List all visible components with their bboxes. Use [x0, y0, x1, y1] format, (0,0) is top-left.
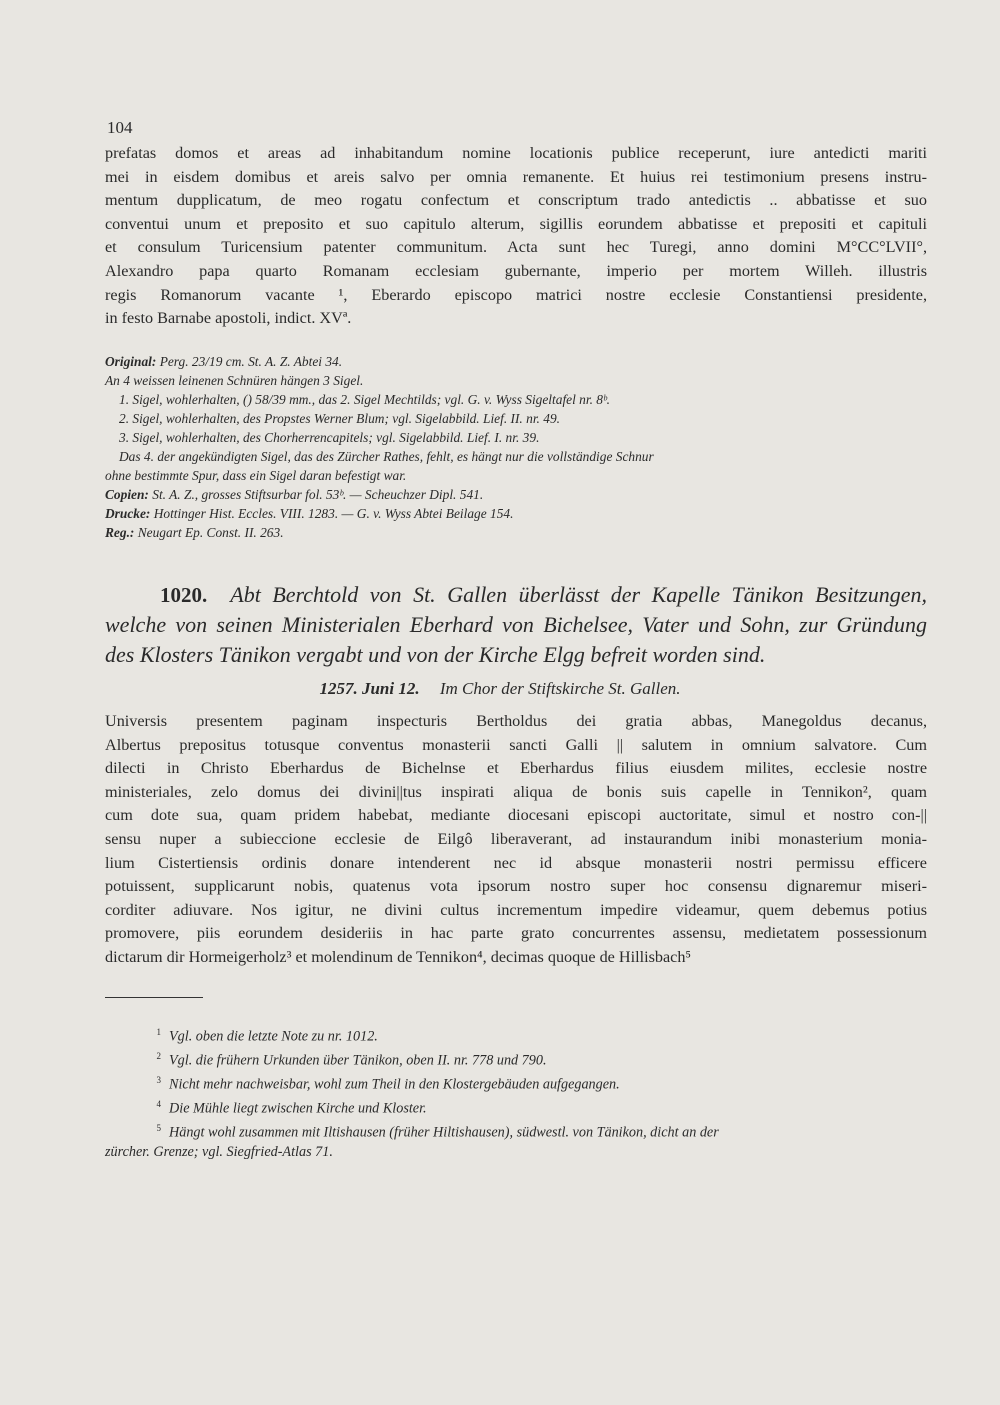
heading-text: Abt Berchtold von St. Gallen überlässt der Kapelle Tänikon Besitzungen,	[230, 582, 927, 607]
note-label: Drucke:	[105, 506, 154, 521]
note-text: Perg. 23/19 cm. St. A. Z. Abtei 34.	[159, 354, 343, 369]
note-line	[105, 504, 927, 523]
note-text: Neugart Ep. Const. II. 263.	[137, 525, 284, 540]
text-line: mentum dupplicatum, de meo rogatu confectum et conscriptum trado antedictis .. abbatisse et suo	[105, 191, 927, 210]
footnote-marker: 4	[156, 1099, 161, 1110]
text-line: in festo Barnabe apostoli, indict. XVª.	[105, 309, 352, 328]
text-line: lium Cistertiensis ordinis donare intenderent nec id absque monasterii nostri permissu efficere	[105, 853, 927, 872]
note-label: Original:	[105, 354, 160, 369]
note-line	[105, 428, 927, 447]
text-line: et consulum Turicensium patenter communitum. Acta sunt hec Turegi, anno domini M°CC°LVII°,	[105, 238, 927, 257]
footnote-line	[105, 1071, 927, 1095]
document-heading	[105, 580, 927, 670]
note-line	[105, 466, 927, 485]
note-line	[105, 371, 927, 390]
note-text: 1. Sigel, wohlerhalten, () 58/39 mm., das 2. Sigel Mechtilds; vgl. G. v. Wyss Sigeltafel nr. 8ᵇ.	[119, 392, 610, 407]
note-text: An 4 weissen leinenen Schnüren hängen 3 Sigel.	[105, 373, 364, 388]
document-date: 1257. Juni 12.	[319, 679, 420, 698]
note-text: Hottinger Hist. Eccles. VIII. 1283. — G. v. Wyss Abtei Beilage 154.	[153, 506, 514, 521]
footnote-text: Hängt wohl zusammen mit Iltishausen (früher Hiltishausen), südwestl. von Tänikon, dicht an der	[169, 1124, 719, 1141]
footnote-marker: 2	[156, 1051, 161, 1062]
footnote-text: zürcher. Grenze; vgl. Siegfried-Atlas 71.	[105, 1144, 333, 1161]
footnote-divider	[105, 997, 203, 998]
note-text: St. A. Z., grosses Stiftsurbar fol. 53ᵇ. — Scheuchzer Dipl. 541.	[152, 487, 484, 502]
footnote-marker: 1	[156, 1027, 161, 1037]
footnote-text: Vgl. die frühern Urkunden über Tänikon, oben II. nr. 778 und 790.	[169, 1052, 547, 1069]
text-line: regis Romanorum vacante ¹, Eberardo episcopo matrici nostre ecclesie Constantiensi presidente,	[105, 285, 927, 304]
heading-line	[105, 580, 927, 610]
note-label: Copien:	[105, 487, 153, 502]
footnote-marker: 3	[156, 1075, 161, 1086]
text-line: cum dote sua, quam pridem habebat, mediante diocesani episcopi auctoritate, simul et nostro con-||	[105, 806, 927, 825]
note-text: 3. Sigel, wohlerhalten, des Chorherrencapitels; vgl. Sigelabbild. Lief. I. nr. 39.	[119, 430, 540, 445]
note-line	[105, 409, 927, 428]
footnote-line	[105, 1119, 927, 1143]
text-line: mei in eisdem domibus et areis salvo per omnia remanente. Et huius rei testimonium presens instru-	[105, 167, 927, 186]
document-number: 1020.	[160, 583, 208, 607]
document-place: Im Chor der Stiftskirche St. Gallen.	[439, 679, 681, 698]
page-number: 104	[107, 118, 133, 137]
footnote-marker: 5	[156, 1123, 161, 1134]
main-paragraph	[105, 710, 927, 970]
text-line: promovere, piis eorundem desideriis in hac parte grato concurrentes assensu, medietatem possessionum	[105, 924, 927, 943]
heading-line: des Klosters Tänikon vergabt und von der Kirche Elgg befreit worden sind.	[105, 642, 766, 667]
note-text: ohne bestimmte Spur, dass ein Sigel daran befestigt war.	[105, 468, 407, 483]
footnote-text: Die Mühle liegt zwischen Kirche und Kloster.	[169, 1100, 427, 1117]
text-line: dilecti in Christo Eberhardus de Bichelnse et Eberhardus filius eiusdem milites, ecclesie nostre	[105, 759, 927, 778]
footnote-line	[105, 1047, 927, 1071]
text-line: sensu nuper a subieccione ecclesie de Eilgô liberaverant, ad instaurandum inibi monasterium monia-	[105, 829, 927, 848]
footnote-text: Vgl. oben die letzte Note zu nr. 1012.	[169, 1028, 378, 1045]
heading-line: welche von seinen Ministerialen Eberhard von Bichelsee, Vater und Sohn, zur Gründung	[105, 612, 927, 637]
text-line: Alexandro papa quarto Romanam ecclesiam gubernante, imperio per mortem Willeh. illustris	[105, 261, 927, 280]
note-line	[105, 352, 927, 371]
text-line: Albertus prepositus totusque conventus monasterii sancti Galli || salutem in omnium salvatore. Cum	[105, 735, 927, 754]
text-line: potuissent, supplicarunt nobis, quatenus vota ipsorum nostro super hoc consensu dignaremur miseri-	[105, 877, 927, 896]
note-label: Reg.:	[105, 525, 138, 540]
note-line	[105, 390, 927, 409]
text-line: Universis presentem paginam inspecturis Bertholdus dei gratia abbas, Manegoldus decanus,	[105, 712, 927, 730]
text-line: prefatas domos et areas ad inhabitandum nomine locationis publice receperunt, iure antedicti mariti	[105, 144, 927, 162]
source-notes	[105, 352, 927, 542]
dateline	[0, 679, 1000, 699]
top-paragraph	[105, 142, 927, 331]
note-text: Das 4. der angekündigten Sigel, das des Zürcher Rathes, fehlt, es hängt nur die vollständige Schnur	[119, 449, 654, 464]
footnote-line	[105, 1095, 927, 1119]
text-line: dictarum dir Hormeigerholz³ et molendinum de Tennikon⁴, decimas quoque de Hillisbach⁵	[105, 947, 692, 966]
note-line	[105, 485, 927, 504]
footnote-line	[105, 1023, 927, 1047]
note-line	[105, 447, 927, 466]
note-line	[105, 523, 927, 542]
footnote-line	[105, 1143, 927, 1162]
text-line: corditer adiuvare. Nos igitur, ne divini cultus incrementum impedire videamur, quem debemus potius	[105, 900, 927, 919]
text-line: ministeriales, zelo domus dei divini||tus inspirati aliqua de bonis suis capelle in Tennikon², quam	[105, 782, 927, 801]
footnote-text: Nicht mehr nachweisbar, wohl zum Theil in den Klostergebäuden aufgegangen.	[169, 1076, 620, 1093]
text-line: conventui unum et preposito et suo capitulo alterum, sigillis eorundem abbatisse et prepositi et capituli	[105, 214, 927, 233]
note-text: 2. Sigel, wohlerhalten, des Propstes Werner Blum; vgl. Sigelabbild. Lief. II. nr. 49.	[119, 411, 560, 426]
footnotes	[105, 1023, 927, 1162]
